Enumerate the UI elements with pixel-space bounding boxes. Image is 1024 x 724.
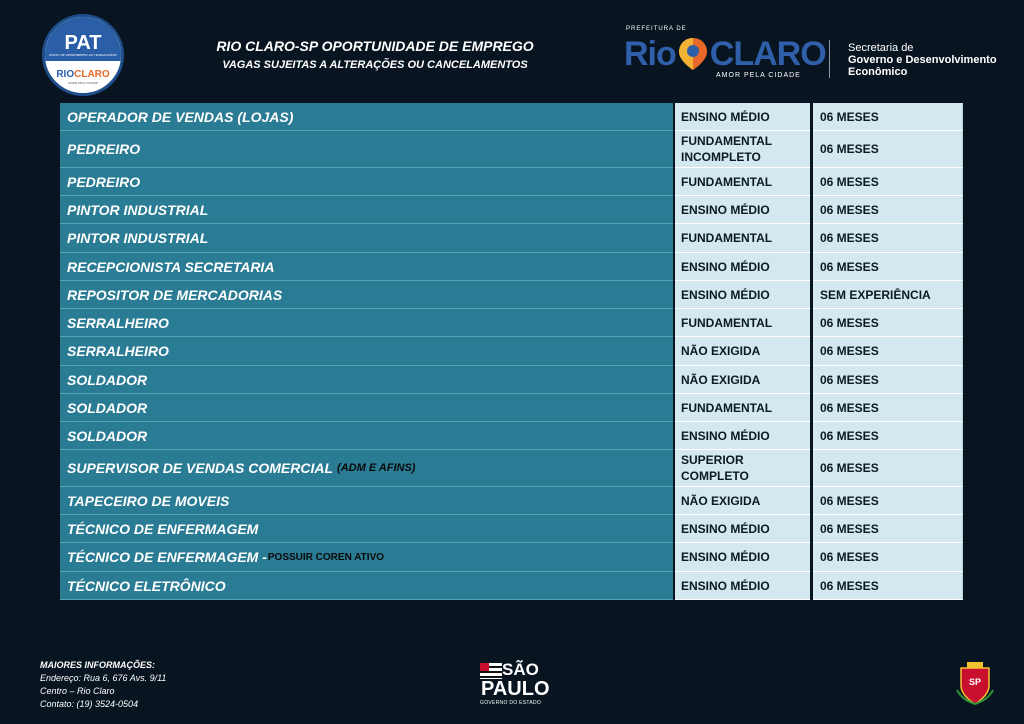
education-cell: ENSINO MÉDIO	[675, 515, 810, 543]
job-title: SUPERVISOR DE VENDAS COMERCIAL	[67, 460, 334, 476]
sao-paulo-logo-line-1: SÃO	[502, 660, 539, 679]
education-cell: SUPERIOR COMPLETO	[675, 450, 810, 487]
rio-claro-logo-tagline: AMOR PELA CIDADE	[716, 72, 801, 79]
sao-paulo-logo-line-3: GOVERNO DO ESTADO	[480, 700, 542, 706]
experience-cell: 06 MESES	[813, 543, 963, 572]
job-note: (ADM E AFINS)	[337, 462, 416, 474]
job-title-cell	[60, 337, 673, 366]
table-row	[60, 487, 963, 515]
job-title: TAPECEIRO DE MOVEIS	[67, 492, 230, 509]
contact-info	[40, 659, 166, 711]
table-row	[60, 337, 963, 366]
rio-claro-logo-name	[624, 36, 826, 72]
sao-paulo-logo	[478, 662, 554, 708]
pat-logo	[42, 14, 124, 96]
contact-address: Endereço: Rua 6, 676 Avs. 9/11	[40, 673, 167, 683]
job-title: PINTOR INDUSTRIAL	[67, 230, 209, 246]
job-title: SERRALHEIRO	[67, 343, 169, 359]
table-row	[60, 309, 963, 337]
table-row	[60, 422, 963, 450]
experience-cell: 06 MESES	[813, 337, 963, 366]
experience-cell: 06 MESES	[813, 131, 963, 168]
job-title-cell	[60, 196, 673, 224]
page-title: RIO CLARO-SP OPORTUNIDADE DE EMPREGO	[216, 38, 534, 54]
pat-logo-title: PAT	[64, 32, 102, 54]
secretaria-line-3: Econômico	[848, 66, 908, 78]
job-title: REPOSITOR DE MERCADORIAS	[67, 286, 283, 303]
rio-claro-logo-claro: CLARO	[709, 35, 826, 73]
experience-cell: 06 MESES	[813, 487, 963, 515]
rio-claro-logo-rio: Rio	[624, 35, 676, 73]
secretaria-line-1: Secretaria de	[848, 42, 914, 54]
experience-cell: SEM EXPERIÊNCIA	[813, 281, 963, 309]
rio-claro-logo	[624, 26, 824, 86]
table-row	[60, 450, 963, 487]
job-title-cell	[60, 450, 673, 487]
job-title: RECEPCIONISTA SECRETARIA	[67, 258, 275, 275]
education-cell: FUNDAMENTAL	[675, 224, 810, 253]
education-cell: ENSINO MÉDIO	[675, 572, 810, 600]
job-title-cell	[60, 394, 673, 422]
table-row	[60, 366, 963, 394]
job-title: PEDREIRO	[67, 141, 141, 157]
coat-of-arms-text: SP	[968, 677, 982, 687]
table-row	[60, 168, 963, 196]
education-cell: FUNDAMENTAL INCOMPLETO	[675, 131, 810, 168]
job-title-cell	[60, 103, 673, 131]
job-title: SOLDADOR	[67, 427, 148, 444]
table-row	[60, 253, 963, 281]
education-cell: ENSINO MÉDIO	[675, 543, 810, 572]
job-title: OPERADOR DE VENDAS (LOJAS)	[67, 108, 294, 125]
job-title-cell	[60, 309, 673, 337]
job-title-cell	[60, 543, 673, 572]
header-divider	[829, 40, 830, 78]
contact-heading: MAIORES INFORMAÇÕES:	[40, 660, 156, 670]
secretaria-line-2: Governo e Desenvolvimento	[848, 54, 997, 66]
experience-cell: 06 MESES	[813, 196, 963, 224]
pat-logo-city-claro: CLARO	[74, 69, 110, 80]
table-row	[60, 572, 963, 600]
table-row	[60, 131, 963, 168]
job-title: SOLDADOR	[67, 371, 148, 388]
education-cell: ENSINO MÉDIO	[675, 281, 810, 309]
pat-logo-banner	[45, 17, 121, 61]
job-title: TÉCNICO DE ENFERMAGEM -	[67, 549, 267, 565]
table-row	[60, 281, 963, 309]
job-title-cell	[60, 487, 673, 515]
job-title: TÉCNICO ELETRÔNICO	[67, 577, 226, 594]
education-cell: ENSINO MÉDIO	[675, 422, 810, 450]
secretaria-label	[848, 42, 997, 78]
education-cell: ENSINO MÉDIO	[675, 196, 810, 224]
job-title: SERRALHEIRO	[67, 314, 169, 331]
job-note: POSSUIR COREN ATIVO	[267, 551, 385, 563]
pat-logo-tagline: AMOR PELA CIDADE	[68, 81, 98, 85]
education-cell: ENSINO MÉDIO	[675, 253, 810, 281]
experience-cell: 06 MESES	[813, 572, 963, 600]
contact-phone: Contato: (19) 3524-0504	[40, 699, 139, 709]
table-row	[60, 224, 963, 253]
experience-cell: 06 MESES	[813, 103, 963, 131]
education-cell: FUNDAMENTAL	[675, 394, 810, 422]
job-title: SOLDADOR	[67, 399, 148, 416]
sao-paulo-logo-line-2: PAULO	[481, 678, 550, 700]
education-cell: NÃO EXIGIDA	[675, 337, 810, 366]
education-cell: FUNDAMENTAL	[675, 168, 810, 196]
contact-district: Centro – Rio Claro	[40, 686, 115, 696]
table-row	[60, 394, 963, 422]
job-title-cell	[60, 422, 673, 450]
table-row	[60, 515, 963, 543]
sao-paulo-flag-icon	[480, 663, 502, 679]
job-title: PEDREIRO	[67, 173, 141, 190]
job-title-cell	[60, 572, 673, 600]
job-title-cell	[60, 253, 673, 281]
experience-cell: 06 MESES	[813, 515, 963, 543]
job-title-cell	[60, 224, 673, 253]
job-title-cell	[60, 131, 673, 168]
pat-logo-subtitle: POSTO DE ATENDIMENTO AO TRABALHADOR	[49, 53, 117, 57]
education-cell: FUNDAMENTAL	[675, 309, 810, 337]
rio-claro-logo-prefix: PREFEITURA DE	[626, 26, 687, 32]
map-pin-icon	[678, 37, 708, 71]
job-title: TÉCNICO DE ENFERMAGEM	[67, 520, 259, 537]
job-title-cell	[60, 366, 673, 394]
table-row	[60, 196, 963, 224]
job-title-cell	[60, 281, 673, 309]
education-cell: NÃO EXIGIDA	[675, 487, 810, 515]
job-title-cell	[60, 515, 673, 543]
job-title-cell	[60, 168, 673, 196]
experience-cell: 06 MESES	[813, 450, 963, 487]
experience-cell: 06 MESES	[813, 309, 963, 337]
pat-logo-city-rio: RIO	[56, 69, 75, 80]
job-title: PINTOR INDUSTRIAL	[67, 201, 209, 218]
pat-logo-city	[56, 69, 109, 80]
education-cell: NÃO EXIGIDA	[675, 366, 810, 394]
table-row	[60, 103, 963, 131]
experience-cell: 06 MESES	[813, 394, 963, 422]
page-subtitle: VAGAS SUJEITAS A ALTERAÇÕES OU CANCELAMENTOS	[222, 59, 528, 71]
experience-cell: 06 MESES	[813, 224, 963, 253]
education-cell: ENSINO MÉDIO	[675, 103, 810, 131]
experience-cell: 06 MESES	[813, 422, 963, 450]
experience-cell: 06 MESES	[813, 168, 963, 196]
coat-of-arms-icon	[955, 660, 995, 706]
table-row	[60, 543, 963, 572]
experience-cell: 06 MESES	[813, 366, 963, 394]
experience-cell: 06 MESES	[813, 253, 963, 281]
